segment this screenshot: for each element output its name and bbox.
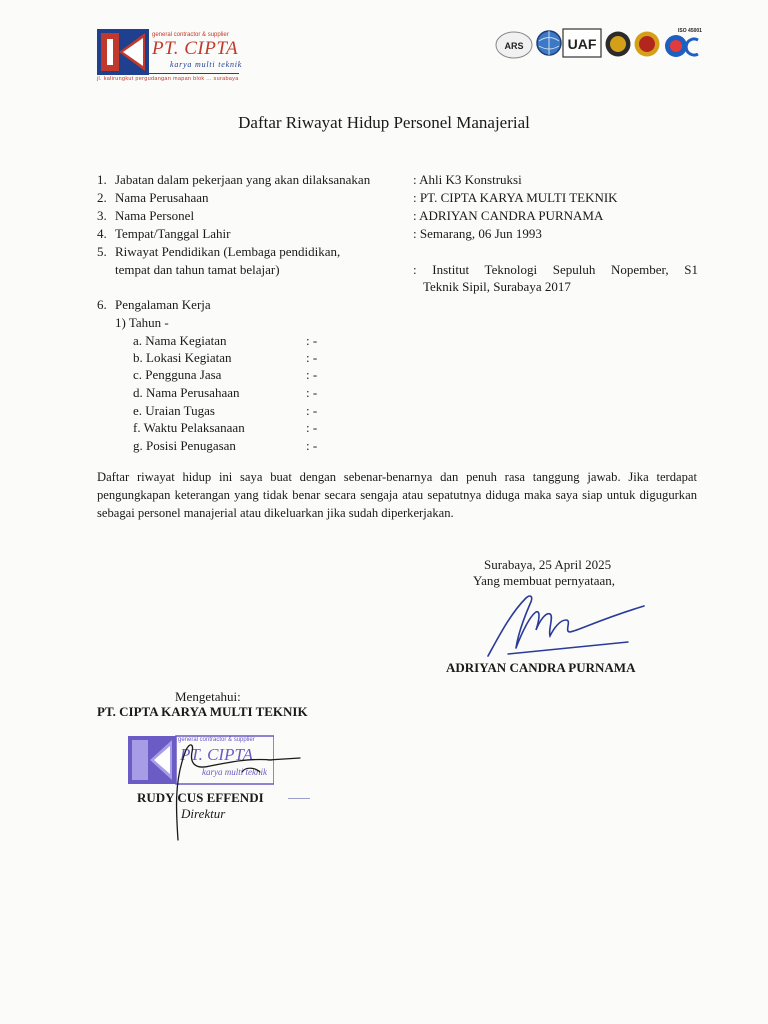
item-row-1 [97, 172, 370, 188]
company-logo-mark [97, 29, 149, 75]
education-label-line1: Riwayat Pendidikan (Lembaga pendidikan, [115, 244, 341, 259]
item-label: Tempat/Tanggal Lahir [115, 226, 231, 241]
item-number: 2. [97, 190, 107, 205]
education-label-line2: tempat dan tahun tamat belajar) [115, 262, 280, 277]
director-title: Direktur [181, 806, 226, 821]
item-label: Jabatan dalam pekerjaan yang akan dilaksanakan [115, 172, 371, 187]
stamp-brand: PT. CIPTA [180, 745, 254, 764]
experience-field-label: f. Waktu Pelaksanaan [133, 420, 245, 435]
education-value-line1: : Institut Teknologi Sepuluh Nopember, S1 [413, 262, 698, 277]
logo-tagline: karya multi teknik [170, 60, 243, 69]
acknowledge-company: PT. CIPTA KARYA MULTI TEKNIK [97, 704, 308, 719]
acknowledge-label: Mengetahui: [175, 689, 241, 704]
item-row-2 [97, 190, 209, 206]
header-divider [97, 73, 239, 74]
cert-badge-red-seal-icon [633, 30, 661, 63]
experience-field-label: b. Lokasi Kegiatan [133, 350, 232, 365]
director-dash-line [288, 798, 310, 799]
item-value-4: : Semarang, 06 Jun 1993 [413, 226, 542, 241]
education-value-line2: Teknik Sipil, Surabaya 2017 [423, 279, 571, 294]
maker-name: ADRIYAN CANDRA PURNAMA [446, 660, 636, 675]
experience-field-label: a. Nama Kegiatan [133, 333, 227, 348]
cert-badge-globe-icon [535, 28, 563, 63]
place-date: Surabaya, 25 April 2025 [484, 557, 612, 572]
cert-ars-text: ARS [504, 41, 524, 51]
item-label: Nama Personel [115, 208, 195, 223]
experience-year: 1) Tahun - [115, 315, 169, 330]
education-row [97, 244, 340, 260]
cert-uaf-text: UAF [567, 36, 597, 52]
experience-field-label: c. Pengguna Jasa [133, 367, 222, 382]
item-number: 4. [97, 226, 107, 241]
document-title: Daftar Riwayat Hidup Personel Manajerial [238, 113, 530, 132]
item-row-3 [97, 208, 194, 224]
experience-field-label: g. Posisi Penugasan [133, 438, 236, 453]
item-number: 6. [97, 297, 107, 312]
experience-field-label: d. Nama Perusahaan [133, 385, 240, 400]
cert-badge-seal-icon [604, 30, 632, 63]
experience-row [97, 297, 211, 313]
experience-field-value: : - [306, 420, 318, 435]
handwritten-signature-icon [478, 586, 653, 669]
item-value-3: : ADRIYAN CANDRA PURNAMA [413, 208, 604, 223]
experience-label: Pengalaman Kerja [115, 297, 211, 312]
stamp-small-text: general contractor & supplier [178, 737, 255, 743]
item-number: 1. [97, 172, 107, 187]
experience-field-value: : - [306, 438, 318, 453]
cert-badge-iso-icon [662, 26, 702, 65]
item-row-4 [97, 226, 231, 242]
company-address: jl. kalirungkut pergudangan mapan blok ... surabaya [97, 76, 239, 82]
logo-brand: PT. CIPTA [152, 38, 239, 59]
cert-badge-ars-icon [494, 30, 534, 65]
item-value-2: : PT. CIPTA KARYA MULTI TEKNIK [413, 190, 618, 205]
item-number: 3. [97, 208, 107, 223]
experience-field-value: : - [306, 350, 318, 365]
statement-paragraph: Daftar riwayat hidup ini saya buat dengan sebenar-benarnya dan penuh rasa tanggung jawab. Jika terdapat pengungkapan keterangan yang tidak benar secara sengaja atau sepatutnya diduga maka saya siap untuk digugurkan sebagai personel manajerial atau dikeluarkan jika sudah diperkerjakan. [97, 470, 697, 521]
experience-field-value: : - [306, 385, 318, 400]
experience-field-label: e. Uraian Tugas [133, 403, 215, 418]
cert-badge-uaf-icon [562, 28, 602, 63]
item-value-1: : Ahli K3 Konstruksi [413, 172, 522, 187]
experience-field-value: : - [306, 333, 318, 348]
cert-iso-text: ISO 45001 [678, 28, 702, 34]
stamp-tagline: karya multi teknik [202, 767, 267, 777]
director-name: RUDY CUS EFFENDI [137, 790, 264, 805]
experience-field-value: : - [306, 367, 318, 382]
logo-small-text: general contractor & supplier [152, 32, 229, 38]
item-number: 5. [97, 244, 107, 259]
item-label: Nama Perusahaan [115, 190, 209, 205]
experience-field-value: : - [306, 403, 318, 418]
maker-label: Yang membuat pernyataan, [473, 573, 616, 588]
